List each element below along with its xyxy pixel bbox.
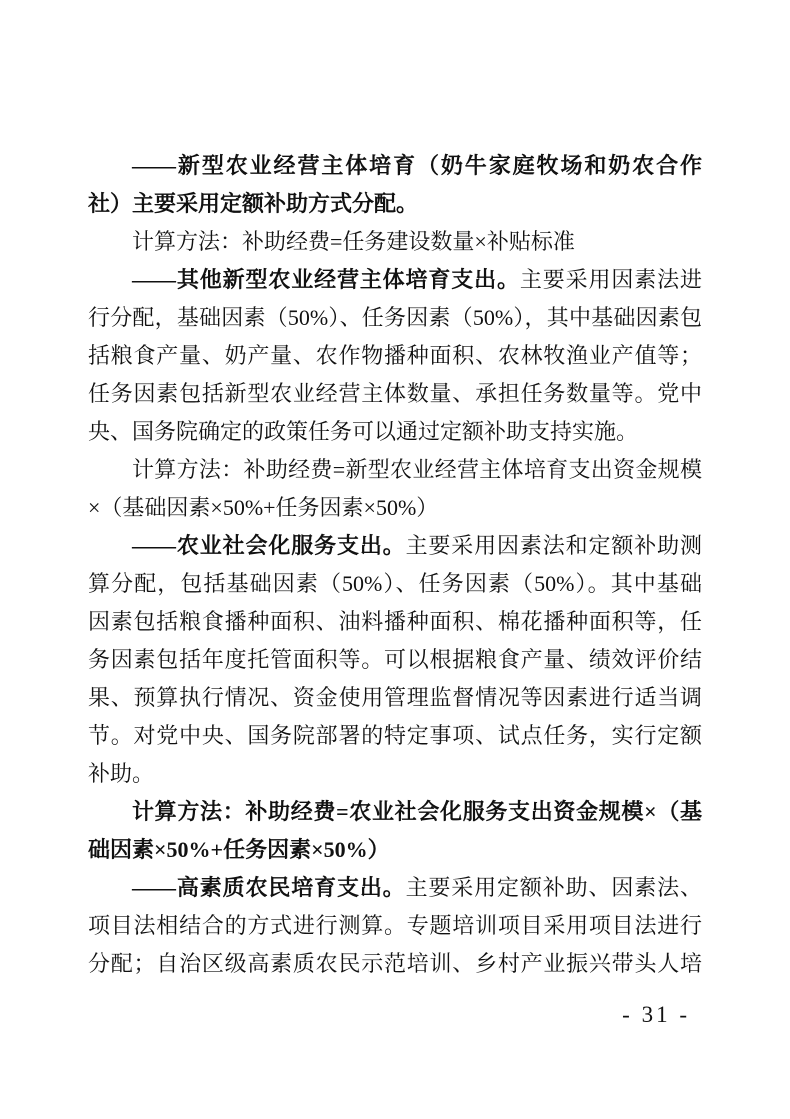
text-line (88, 793, 702, 831)
text-line (88, 261, 702, 299)
bold-text-segment: 计算方法：补助经费=农业社会化服务支出资金规模×（基 (132, 799, 702, 824)
text-line (88, 413, 702, 451)
text-segment: 计算方法：补助经费=任务建设数量×补贴标准 (132, 229, 575, 254)
text-line (88, 185, 702, 223)
text-line (88, 527, 702, 565)
text-line (88, 945, 702, 983)
text-line (88, 337, 702, 375)
document-body (88, 147, 702, 983)
text-segment: 节。对党中央、国务院部署的特定事项、试点任务，实行定额 (88, 723, 702, 748)
text-segment: 项目法相结合的方式进行测算。专题培训项目采用项目法进行 (88, 913, 702, 938)
text-line (88, 147, 702, 185)
text-segment: 务因素包括年度托管面积等。可以根据粮食产量、绩效评价结 (88, 647, 702, 672)
bold-text-segment: ——新型农业经营主体培育（奶牛家庭牧场和奶农合作 (132, 153, 702, 178)
text-segment: 分配；自治区级高素质农民示范培训、乡村产业振兴带头人培 (88, 951, 702, 976)
text-line (88, 907, 702, 945)
text-line (88, 755, 702, 793)
text-line (88, 223, 702, 261)
text-segment: 括粮食产量、奶产量、农作物播种面积、农林牧渔业产值等； (88, 343, 702, 368)
text-line (88, 375, 702, 413)
text-segment: 补助。 (88, 761, 155, 786)
text-segment: 行分配，基础因素（50%）、任务因素（50%），其中基础因素包 (88, 305, 702, 330)
text-segment: 央、国务院确定的政策任务可以通过定额补助支持实施。 (88, 419, 639, 444)
bold-text-segment: ——其他新型农业经营主体培育支出。 (132, 267, 520, 292)
text-line (88, 299, 702, 337)
text-line (88, 679, 702, 717)
text-line (88, 831, 702, 869)
text-line (88, 641, 702, 679)
text-segment: 任务因素包括新型农业经营主体数量、承担任务数量等。党中 (88, 381, 702, 406)
text-segment: 果、预算执行情况、资金使用管理监督情况等因素进行适当调 (88, 685, 702, 710)
text-line (88, 869, 702, 907)
bold-text-segment: ——高素质农民培育支出。 (132, 875, 406, 900)
text-segment: 主要采用因素法进 (519, 267, 702, 292)
text-segment: 算分配，包括基础因素（50%）、任务因素（50%）。其中基础 (88, 571, 702, 596)
bold-text-segment: ——农业社会化服务支出。 (132, 533, 406, 558)
text-line (88, 603, 702, 641)
text-segment: ×（基础因素×50%+任务因素×50%） (88, 495, 439, 520)
text-segment: 因素包括粮食播种面积、油料播种面积、棉花播种面积等，任 (88, 609, 702, 634)
text-line (88, 451, 702, 489)
text-line (88, 717, 702, 755)
bold-text-segment: 础因素×50%+任务因素×50%） (88, 837, 390, 862)
text-segment: 主要采用因素法和定额补助测 (405, 533, 702, 558)
page-number: - 31 - (622, 1002, 690, 1027)
text-line (88, 565, 702, 603)
bold-text-segment: 社）主要采用定额补助方式分配。 (88, 191, 419, 216)
text-segment: 计算方法：补助经费=新型农业经营主体培育支出资金规模 (132, 457, 702, 482)
text-segment: 主要采用定额补助、因素法、 (405, 875, 702, 900)
text-line (88, 489, 702, 527)
